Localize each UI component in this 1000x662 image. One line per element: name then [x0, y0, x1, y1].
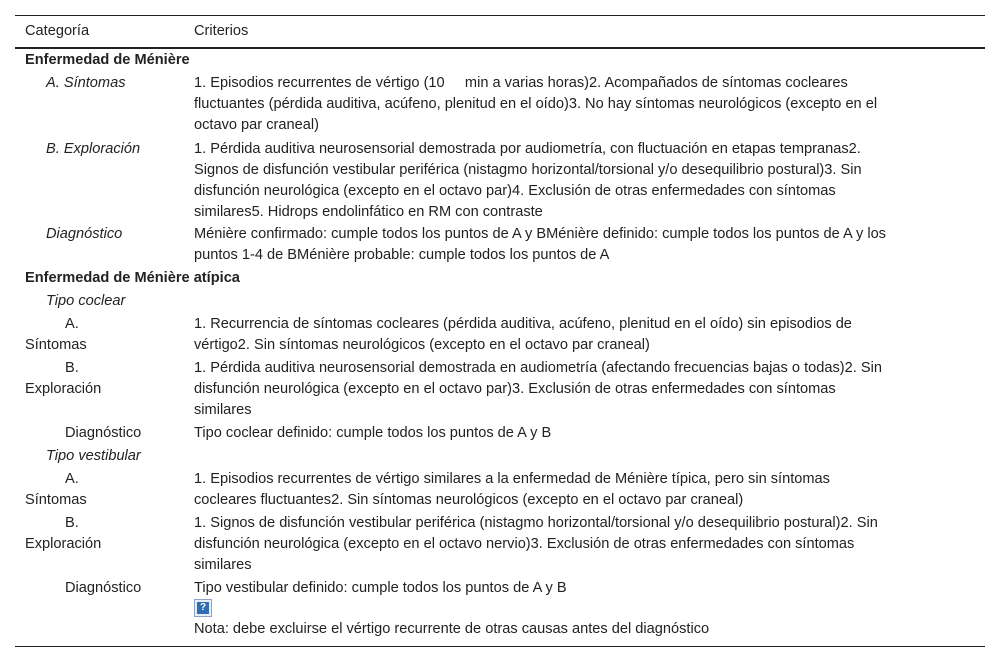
label-vestibular-exploracion — [25, 513, 101, 555]
label-part: Exploración — [25, 536, 102, 552]
subsection-tipo-coclear: Tipo coclear — [46, 293, 126, 309]
label-part: B. — [65, 360, 79, 376]
label-coclear-diagnostico: Diagnóstico — [65, 425, 142, 441]
text-line: fluctuantes (pérdida auditiva, acúfeno, plenitud en el oído)3. No hay síntomas neurológicos (excepto en el — [194, 96, 878, 112]
help-icon[interactable] — [194, 599, 212, 617]
text-line: disfunción neurológica (excepto en el octavo nervio)3. Exclusión de otras enfermedades con síntomas — [194, 536, 855, 552]
criteria-coclear-diagnostico: Tipo coclear definido: cumple todos los puntos de A y B — [194, 425, 552, 441]
header-criterios: Criterios — [194, 23, 249, 39]
label-part: Síntomas — [25, 337, 87, 353]
text-line: 1. Episodios recurrentes de vértigo similares a la enfermedad de Ménière típica, pero sin síntomas — [194, 471, 830, 487]
text-line: puntos 1-4 de BMénière probable: cumple todos los puntos de A — [194, 247, 610, 263]
label-part: A. — [65, 471, 79, 487]
table-header-rule — [15, 47, 985, 49]
label-coclear-exploracion — [25, 358, 101, 400]
criteria-diagnostico — [194, 224, 886, 266]
criteria-coclear-sintomas — [194, 314, 852, 356]
table-note: Nota: debe excluirse el vértigo recurrente de otras causas antes del diagnóstico — [194, 621, 710, 637]
text-line: octavo par craneal) — [194, 117, 319, 133]
text-line: similares5. Hidrops endolinfático en RM con contraste — [194, 204, 543, 220]
text-line: 1. Signos de disfunción vestibular periférica (nistagmo horizontal/torsional y/o desequilibrio postural)2. Sin — [194, 515, 878, 531]
text-line: similares — [194, 557, 252, 573]
criteria-sintomas — [194, 73, 877, 136]
text-line: Signos de disfunción vestibular periférica (nistagmo horizontal/torsional y/o desequilibrio postural)3. Sin — [194, 162, 862, 178]
section-title-meniere: Enfermedad de Ménière — [25, 52, 190, 68]
header-categoria: Categoría — [25, 23, 90, 39]
text-line: disfunción neurológica (excepto en el octavo par)4. Exclusión de otras enfermedades con síntomas — [194, 183, 836, 199]
text-line: vértigo2. Sin síntomas neurológicos (excepto en el octavo par craneal) — [194, 337, 650, 353]
label-part: B. — [65, 515, 79, 531]
text-line: similares — [194, 402, 252, 418]
criteria-exploracion — [194, 139, 862, 223]
label-vestibular-sintomas — [25, 469, 87, 511]
help-icon-glyph: ? — [197, 602, 209, 614]
label-vestibular-diagnostico: Diagnóstico — [65, 580, 142, 596]
label-part: Síntomas — [25, 492, 87, 508]
table-top-rule — [15, 15, 985, 16]
label-part: A. — [65, 316, 79, 332]
text-line: 1. Pérdida auditiva neurosensorial demostrada por audiometría, con fluctuación en etapas tempranas2. — [194, 141, 861, 157]
criteria-vestibular-diagnostico: Tipo vestibular definido: cumple todos los puntos de A y B — [194, 580, 567, 596]
text-line: 1. Episodios recurrentes de vértigo (10 min a varias horas)2. Acompañados de síntomas cocleares — [194, 75, 848, 91]
criteria-coclear-exploracion — [194, 358, 882, 421]
criteria-vestibular-exploracion — [194, 513, 878, 576]
text-line: Ménière confirmado: cumple todos los puntos de A y BMénière definido: cumple todos los puntos de A y los — [194, 226, 886, 242]
subsection-tipo-vestibular: Tipo vestibular — [46, 448, 141, 464]
label-exploracion: B. Exploración — [46, 141, 141, 157]
label-sintomas: A. Síntomas — [46, 75, 126, 91]
label-diagnostico: Diagnóstico — [46, 226, 123, 242]
criteria-vestibular-sintomas — [194, 469, 830, 511]
label-coclear-sintomas — [25, 314, 87, 356]
text-line: disfunción neurológica (excepto en el octavo par)3. Exclusión de otras enfermedades con síntomas — [194, 381, 836, 397]
label-part: Exploración — [25, 381, 102, 397]
text-line: 1. Recurrencia de síntomas cocleares (pérdida auditiva, acúfeno, plenitud en el oído) sin episodios de — [194, 316, 852, 332]
text-line: 1. Pérdida auditiva neurosensorial demostrada en audiometría (afectando frecuencias bajas o todas)2. Sin — [194, 360, 882, 376]
section-title-atipica: Enfermedad de Ménière atípica — [25, 270, 240, 286]
table-bottom-rule — [15, 646, 985, 647]
text-line: cocleares fluctuantes2. Sin síntomas neurológicos (excepto en el octavo par craneal) — [194, 492, 744, 508]
